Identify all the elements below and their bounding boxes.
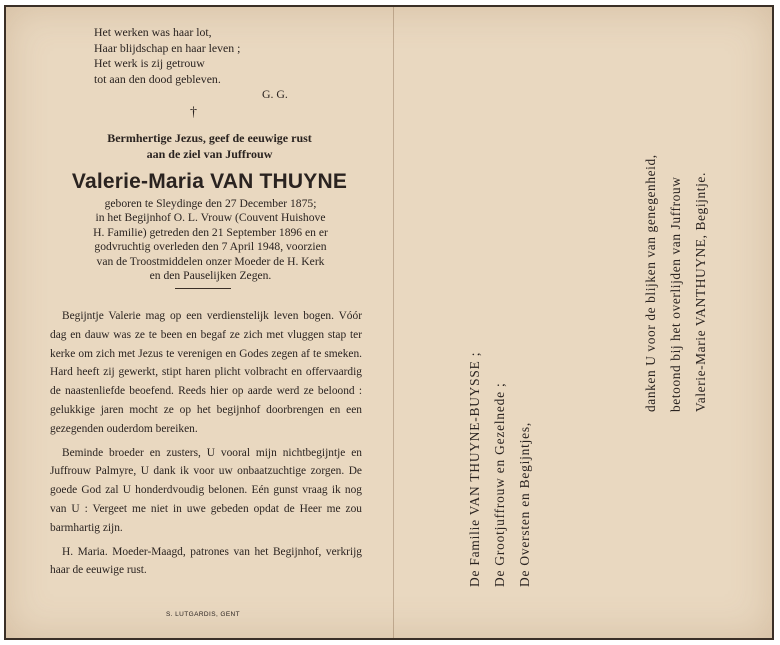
- biography: [48, 197, 373, 283]
- printer-credit: S. LUTGARDIS, GENT: [166, 611, 241, 618]
- bio-line: en den Pauselijken Zegen.: [149, 269, 272, 283]
- paragraph: Beminde broeder en zusters, U vooral mijn nichtbegijntje en Juffrouw Palmyre, U dank ik voor uw onbaatzuchtige zorgen. De goede God zal U honderdvoudig belonen. Eén gunst vraag ik nog van U : Vergeet me niet in uwe gebeden opdat de Heer me zou barmhartig zijn.: [50, 446, 362, 534]
- poem-line: Haar blijdschap en haar leven ;: [94, 40, 241, 55]
- poem-signature: G. G.: [262, 87, 288, 101]
- bio-line: van de Troostmiddelen onzer Moeder de H. Kerk: [96, 254, 325, 268]
- prayer-line: Bermhertige Jezus, geef de eeuwige rust: [107, 131, 312, 145]
- family-line: De Familie VAN THUYNE-BUYSSE ;: [467, 351, 482, 587]
- poem-line: Het werken was haar lot,: [94, 25, 212, 39]
- thanks-line: betoond bij het overlijden van Juffrouw: [668, 176, 683, 412]
- poem-line: tot aan den dood gebleven.: [94, 71, 221, 86]
- thanks-line: Valerie-Marie VANTHUYNE, Begijntje.: [693, 172, 708, 412]
- memorial-card: [4, 5, 774, 640]
- paragraph: Begijntje Valerie mag op een verdienstelijk leven bogen. Vóór dag en dauw was ze te been en begaf ze zich met vluggen stap ter kerke om zich met Jezus te verenigen en Godes zegen af te smeken. Hard heeft zij gewerkt, stipt haren plicht volbracht en offervaardig de naastenliefde beoefend. Reeds hier op aarde werd ze beloond : gelukkige jaren mocht ze op het begijnhof doorbrengen en een gezegenden ouderdom bereiken.: [50, 310, 362, 435]
- bio-line: geboren te Sleydinge den 27 December 1875;: [104, 197, 317, 210]
- bio-line: in het Begijnhof O. L. Vrouw (Couvent Huishove: [95, 211, 326, 225]
- deceased-name: Valerie-Maria VAN THUYNE: [71, 170, 348, 193]
- prayer-line: aan de ziel van Juffrouw: [146, 147, 273, 161]
- divider: [175, 288, 231, 289]
- bio-line: godvruchtig overleden den 7 April 1948, voorzien: [94, 240, 327, 254]
- prayer: [26, 130, 393, 162]
- family-line: De Oversten en Begijntjes,: [517, 421, 532, 587]
- bio-line: H. Familie) getreden den 21 September 1896 en er: [93, 225, 328, 239]
- thanks-line: danken U voor de blijken van genegenheid,: [643, 154, 658, 412]
- body-text: [50, 307, 362, 585]
- poem: [94, 25, 314, 87]
- left-panel: [6, 7, 393, 638]
- paragraph: H. Maria. Moeder-Maagd, patrones van het Begijnhof, verkrijg haar de eeuwige rust.: [50, 545, 362, 577]
- cross-icon: †: [190, 105, 197, 120]
- fold-line: [393, 7, 394, 638]
- family-line: De Grootjuffrouw en Gezelnede ;: [492, 382, 507, 587]
- poem-line: Het werk is zij getrouw: [94, 56, 205, 71]
